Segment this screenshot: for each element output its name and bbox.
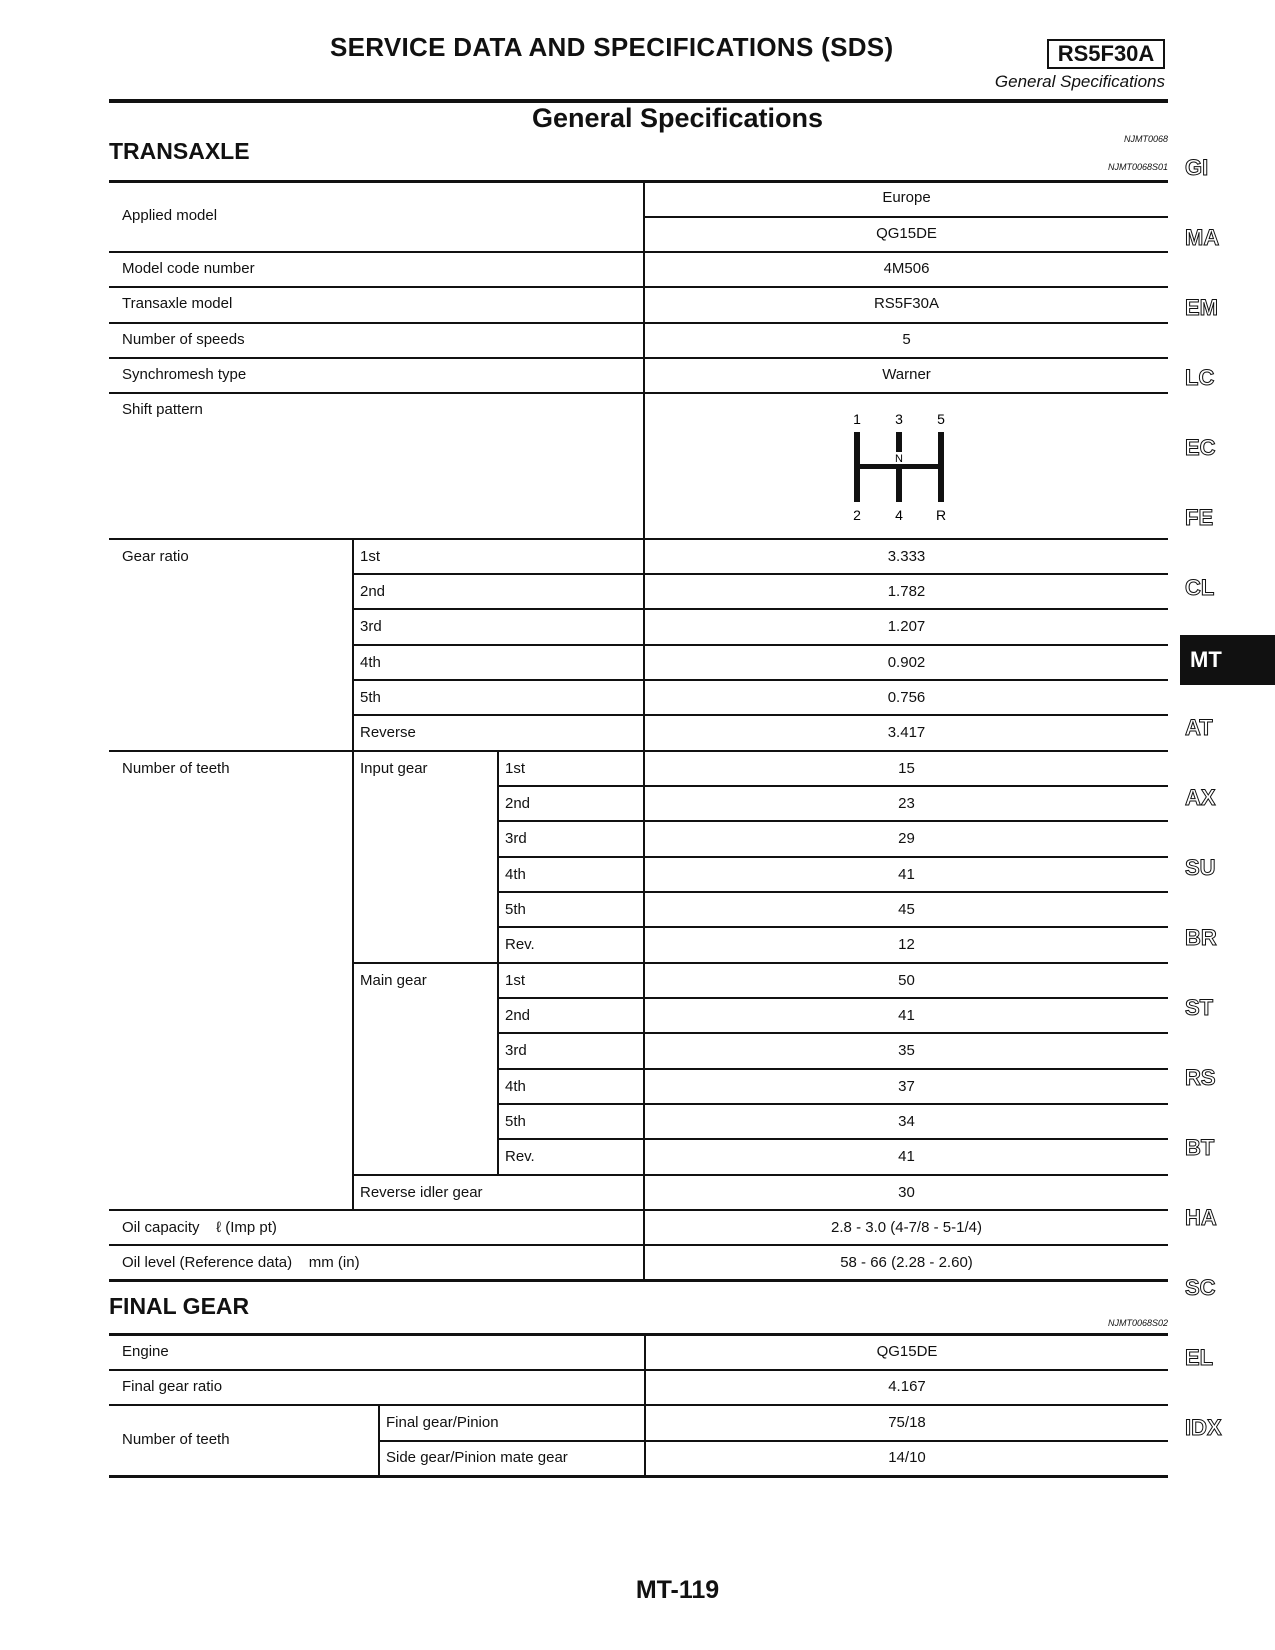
reference-code: NJMT0068	[1123, 134, 1168, 144]
shift-bottom-label: 2	[853, 507, 861, 523]
engine-value: QG15DE	[876, 1343, 938, 1360]
table-rule	[499, 820, 1168, 822]
engine-label: Engine	[122, 1343, 169, 1360]
tab-rs[interactable]: RS	[1185, 1065, 1216, 1090]
tab-ec[interactable]: EC	[1185, 435, 1216, 460]
table-rule	[352, 538, 354, 1209]
table-rule	[109, 1244, 1168, 1246]
spec-label: Number of speeds	[122, 331, 245, 348]
shift-top-label: 3	[895, 411, 903, 427]
gear-ratio-label: Gear ratio	[122, 548, 189, 565]
gear-label: 3rd	[505, 830, 527, 847]
gear-label: 5th	[360, 689, 381, 706]
gear-ratio-value: 0.756	[887, 689, 926, 706]
tab-sc[interactable]: SC	[1185, 1275, 1216, 1300]
table-rule	[354, 573, 1168, 575]
table-rule	[354, 714, 1168, 716]
tab-lc[interactable]: LC	[1185, 365, 1215, 390]
oil-capacity-label: Oil capacity ℓ (Imp pt)	[122, 1219, 277, 1236]
input-gear-label: Input gear	[360, 760, 428, 777]
teeth-value: 37	[898, 1078, 915, 1095]
table-rule	[499, 785, 1168, 787]
tab-at[interactable]: AT	[1185, 715, 1213, 740]
table-rule	[499, 1032, 1168, 1034]
table-rule	[379, 1440, 1168, 1442]
shift-bottom-label: R	[935, 507, 947, 523]
gear-ratio-value: 0.902	[887, 654, 926, 671]
table-rule	[109, 357, 1168, 359]
tab-ha[interactable]: HA	[1185, 1205, 1217, 1230]
teeth-value: 30	[898, 1184, 915, 1201]
gear-label: 5th	[505, 901, 526, 918]
tab-ma[interactable]: MA	[1185, 225, 1220, 250]
table-rule	[109, 1209, 1168, 1211]
transaxle-heading: TRANSAXLE	[109, 138, 250, 164]
spec-label: Transaxle model	[122, 295, 233, 312]
gear-label: Rev.	[505, 936, 535, 953]
spec-label: Synchromesh type	[122, 366, 247, 383]
final-teeth-value: 14/10	[888, 1449, 926, 1466]
teeth-value: 35	[898, 1042, 915, 1059]
table-rule	[109, 1369, 1168, 1371]
gear-ratio-value: 1.207	[887, 618, 926, 635]
oil-level-value: 58 - 66 (2.28 - 2.60)	[840, 1254, 973, 1271]
table-rule	[354, 644, 1168, 646]
document-subtitle: General Specifications	[994, 72, 1165, 91]
spec-value: 5	[902, 331, 911, 348]
table-rule	[354, 962, 1168, 964]
shift-pattern-label: Shift pattern	[122, 401, 203, 418]
tab-cl[interactable]: CL	[1185, 575, 1215, 600]
gear-ratio-value: 1.782	[887, 583, 926, 600]
table-rule	[499, 926, 1168, 928]
table-rule	[109, 392, 1168, 394]
table-rule	[109, 286, 1168, 288]
teeth-value: 41	[898, 866, 915, 883]
gear-label: 2nd	[505, 795, 531, 812]
gear-label: 5th	[505, 1113, 526, 1130]
table-rule	[378, 1404, 380, 1477]
shift-top-label: 5	[937, 411, 945, 427]
table-rule	[645, 216, 1168, 218]
gear-label: 2nd	[360, 583, 386, 600]
final-teeth-label: Number of teeth	[122, 1431, 230, 1448]
section-title: General Specifications	[531, 103, 824, 133]
final-ratio-label: Final gear ratio	[122, 1378, 223, 1395]
table-rule	[109, 538, 1168, 540]
table-rule	[109, 1404, 1168, 1406]
gear-ratio-value: 3.417	[887, 724, 926, 741]
shift-top-label: 1	[853, 411, 861, 427]
spec-value: Warner	[882, 366, 931, 383]
teeth-value: 29	[898, 830, 915, 847]
tab-br[interactable]: BR	[1185, 925, 1217, 950]
spec-value: 4M506	[883, 260, 930, 277]
tab-fe[interactable]: FE	[1185, 505, 1214, 530]
page-number: MT-119	[635, 1576, 720, 1604]
tab-bt[interactable]: BT	[1185, 1135, 1215, 1160]
gear-label: 4th	[360, 654, 381, 671]
spec-value: RS5F30A	[873, 295, 940, 312]
teeth-label: Number of teeth	[122, 760, 230, 777]
tab-st[interactable]: ST	[1185, 995, 1214, 1020]
gear-label: 3rd	[360, 618, 382, 635]
gear-ratio-value: 3.333	[887, 548, 926, 565]
table-rule	[109, 750, 1168, 752]
gear-label: Rev.	[505, 1148, 535, 1165]
gear-label: 1st	[360, 548, 381, 565]
reference-code: NJMT0068S01	[1107, 162, 1168, 172]
table-rule	[109, 251, 1168, 253]
teeth-value: 15	[898, 760, 915, 777]
final-gear-heading: FINAL GEAR	[109, 1293, 250, 1319]
applied-model-engine: QG15DE	[876, 225, 937, 242]
gear-label: 4th	[505, 1078, 526, 1095]
final-ratio-value: 4.167	[888, 1378, 926, 1395]
table-rule	[354, 608, 1168, 610]
main-gear-label: Main gear	[360, 972, 427, 989]
table-rule	[499, 1068, 1168, 1070]
tab-gi[interactable]: GI	[1185, 155, 1209, 180]
applied-model-label: Applied model	[122, 207, 218, 224]
final-teeth-value: 75/18	[888, 1414, 926, 1431]
gear-label: 3rd	[505, 1042, 527, 1059]
table-rule	[109, 1333, 1168, 1336]
table-rule	[109, 180, 1168, 183]
gear-label: Reverse	[360, 724, 416, 741]
teeth-value: 23	[898, 795, 915, 812]
reference-code: NJMT0068S02	[1107, 1318, 1168, 1328]
table-rule	[109, 1475, 1168, 1478]
oil-level-label: Oil level (Reference data) mm (in)	[122, 1254, 360, 1271]
table-rule	[354, 1174, 1168, 1176]
table-rule	[354, 679, 1168, 681]
shift-bottom-label: 4	[895, 507, 903, 523]
final-teeth-item-label: Final gear/Pinion	[386, 1414, 499, 1431]
applied-model-region: Europe	[882, 189, 931, 206]
table-rule	[499, 856, 1168, 858]
table-rule	[499, 891, 1168, 893]
table-rule	[499, 997, 1168, 999]
table-rule	[109, 1279, 1168, 1282]
shift-neutral-label: N	[895, 453, 903, 465]
tab-el[interactable]: EL	[1185, 1345, 1214, 1370]
teeth-value: 45	[898, 901, 915, 918]
gear-label: 2nd	[505, 1007, 531, 1024]
tab-idx[interactable]: IDX	[1185, 1415, 1222, 1440]
tab-mt[interactable]: MT	[1180, 635, 1275, 685]
teeth-value: 12	[898, 936, 915, 953]
gear-label: 1st	[505, 972, 526, 989]
model-code-badge: RS5F30A	[1047, 39, 1165, 69]
table-rule	[499, 1103, 1168, 1105]
tab-ax[interactable]: AX	[1185, 785, 1216, 810]
tab-em[interactable]: EM	[1185, 295, 1218, 320]
table-rule	[109, 322, 1168, 324]
spec-label: Model code number	[122, 260, 255, 277]
gear-label: 1st	[505, 760, 526, 777]
table-rule	[497, 750, 499, 1174]
teeth-value: 41	[898, 1148, 915, 1165]
oil-capacity-value: 2.8 - 3.0 (4-7/8 - 5-1/4)	[831, 1219, 982, 1236]
document-title: SERVICE DATA AND SPECIFICATIONS (SDS)	[330, 32, 894, 62]
gear-label: 4th	[505, 866, 526, 883]
tab-su[interactable]: SU	[1185, 855, 1216, 880]
final-teeth-item-label: Side gear/Pinion mate gear	[386, 1449, 568, 1466]
teeth-value: 41	[898, 1007, 915, 1024]
shift-pattern-diagram	[845, 408, 955, 523]
teeth-value: 34	[898, 1113, 915, 1130]
teeth-value: 50	[898, 972, 915, 989]
table-rule	[499, 1138, 1168, 1140]
reverse-idler-label: Reverse idler gear	[360, 1184, 483, 1201]
